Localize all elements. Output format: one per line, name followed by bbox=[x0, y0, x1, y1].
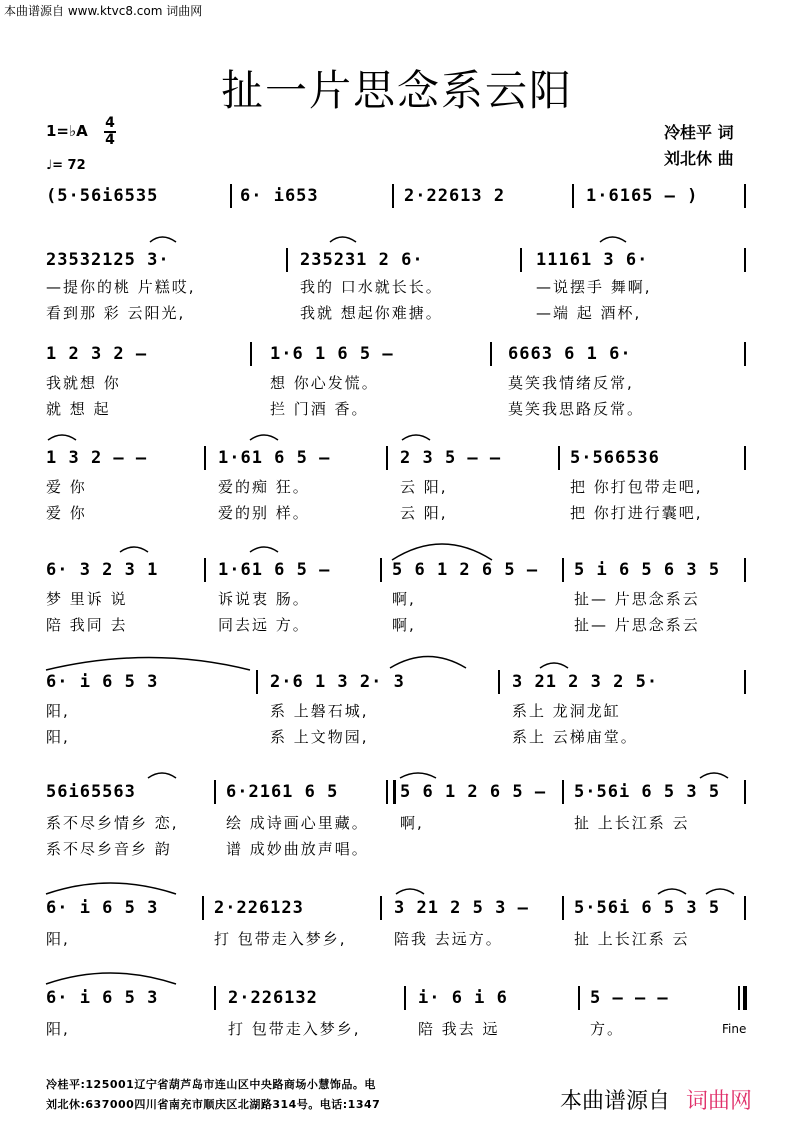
slur bbox=[48, 435, 76, 440]
music-segment: 2·22613 2 bbox=[404, 186, 506, 206]
lyric-line: 把 你打包带走吧, bbox=[570, 478, 703, 496]
lyric-line: 阳, bbox=[46, 728, 70, 746]
lyric-line: 打 包带走入梦乡, bbox=[214, 930, 347, 948]
slur bbox=[148, 773, 176, 778]
lyric-line: 莫笑我思路反常。 bbox=[508, 400, 645, 418]
slur bbox=[540, 663, 568, 668]
slur bbox=[250, 547, 278, 552]
brand-site: 词曲网 bbox=[686, 1089, 753, 1114]
lyric-line: 就 想 起 bbox=[46, 400, 111, 418]
music-segment: 5·56i 6 5 3 5 bbox=[574, 898, 721, 918]
lyric-line: 陪我 去远方。 bbox=[394, 930, 503, 948]
song-title: 扯一片思念系云阳 bbox=[220, 66, 573, 115]
lyric-line: 云 阳, bbox=[400, 478, 448, 496]
lyric-line: 阳, bbox=[46, 702, 70, 720]
lyric-line: 我就想 你 bbox=[46, 374, 121, 392]
footer-contact-lyricist: 冷桂平:125001辽宁省葫芦岛市连山区中央路商场小慧饰品。电 bbox=[46, 1078, 376, 1091]
music-segment: 5 i 6 5 6 3 5 bbox=[574, 560, 721, 580]
music-segment: 5 — — — bbox=[590, 988, 669, 1008]
music-segment: (5·56i6535 bbox=[46, 186, 159, 206]
lyric-line: 啊, bbox=[392, 590, 416, 608]
tempo-marking: ♩= 72 bbox=[46, 158, 86, 173]
slur bbox=[120, 547, 148, 552]
slur bbox=[400, 773, 436, 778]
music-segment: 6· 3 2 3 1 bbox=[46, 560, 159, 580]
music-segment: 5 6 1 2 6 5 — bbox=[392, 560, 539, 580]
lyric-line: 方。 bbox=[590, 1020, 625, 1038]
music-segment: 5 6 1 2 6 5 — bbox=[400, 782, 547, 802]
lyric-line: 阳, bbox=[46, 1020, 70, 1038]
lyricist-credit: 冷桂平 词 bbox=[664, 123, 734, 142]
slur bbox=[330, 237, 356, 242]
lyric-line: 打 包带走入梦乡, bbox=[228, 1020, 361, 1038]
lyric-line: 啊, bbox=[392, 616, 416, 634]
slur bbox=[402, 435, 430, 440]
music-segment: 5·56i 6 5 3 5 bbox=[574, 782, 721, 802]
lyric-line: 把 你打进行囊吧, bbox=[570, 504, 703, 522]
slur bbox=[46, 883, 176, 894]
music-segment: 2·226123 bbox=[214, 898, 304, 918]
slur bbox=[392, 544, 492, 560]
time-bottom: 4 bbox=[105, 132, 115, 148]
lyric-line: 莫笑我情绪反常, bbox=[508, 374, 634, 392]
lyric-line: 我就 想起你难搪。 bbox=[300, 304, 443, 322]
lyric-line: 绘 成诗画心里藏。 bbox=[226, 814, 369, 832]
lyric-line: 陪 我同 去 bbox=[46, 616, 128, 634]
music-segment: 23532125 3· bbox=[46, 250, 170, 270]
music-segment: 1 3 2 — — bbox=[46, 448, 148, 468]
music-segment: 2·226132 bbox=[228, 988, 318, 1008]
music-segment: 1·61 6 5 — bbox=[218, 560, 331, 580]
lyric-line: 我的 口水就长长。 bbox=[300, 278, 443, 296]
music-segment: 6· i 6 5 3 bbox=[46, 672, 159, 692]
slur bbox=[658, 889, 686, 894]
lyric-line: 阳, bbox=[46, 930, 70, 948]
slur bbox=[46, 973, 176, 984]
lyric-line: 扯 上长江系 云 bbox=[574, 814, 690, 832]
slur bbox=[706, 889, 734, 894]
lyric-line: 扯— 片思念系云 bbox=[574, 590, 700, 608]
fine-marking: Fine bbox=[722, 1022, 747, 1036]
slur bbox=[390, 657, 466, 669]
slur bbox=[250, 435, 278, 440]
lyric-line: 看到那 彩 云阳光, bbox=[46, 304, 186, 322]
slur bbox=[700, 773, 728, 778]
music-segment: 6· i 6 5 3 bbox=[46, 988, 159, 1008]
music-segment: 11161 3 6· bbox=[536, 250, 649, 270]
brand-source: 本曲谱源自 bbox=[560, 1089, 671, 1114]
music-segment: 1·6 1 6 5 — bbox=[270, 344, 394, 364]
lyric-line: 想 你心发慌。 bbox=[270, 374, 379, 392]
slur bbox=[396, 889, 424, 894]
lyric-line: 云 阳, bbox=[400, 504, 448, 522]
slur bbox=[46, 658, 250, 671]
music-segment: 6· i653 bbox=[240, 186, 319, 206]
music-segment: 6·2161 6 5 bbox=[226, 782, 339, 802]
lyric-line: 爱 你 bbox=[46, 478, 87, 496]
lyric-line: —提你的桃 片糕哎, bbox=[46, 278, 196, 296]
music-segment: 56i65563 bbox=[46, 782, 136, 802]
lyric-line: —端 起 酒杯, bbox=[536, 304, 642, 322]
music-segment: i· 6 i 6 bbox=[418, 988, 508, 1008]
time-top: 4 bbox=[105, 115, 115, 131]
lyric-line: 系不尽乡音乡 韵 bbox=[46, 840, 172, 858]
lyric-line: 啊, bbox=[400, 814, 424, 832]
music-segment: 3 21 2 3 2 5· bbox=[512, 672, 659, 692]
music-segment: 1·6165 — ) bbox=[586, 186, 699, 206]
lyric-line: 爱的别 样。 bbox=[218, 504, 310, 522]
music-segment: 5·566536 bbox=[570, 448, 660, 468]
lyric-line: 梦 里诉 说 bbox=[46, 590, 128, 608]
music-segment: 1 2 3 2 — bbox=[46, 344, 148, 364]
lyric-line: 同去远 方。 bbox=[218, 616, 310, 634]
lyric-line: 爱 你 bbox=[46, 504, 87, 522]
lyric-line: 系 上文物园, bbox=[270, 728, 369, 746]
music-segment: 2 3 5 — — bbox=[400, 448, 502, 468]
lyric-line: 拦 门酒 香。 bbox=[270, 400, 369, 418]
lyric-line: 扯— 片思念系云 bbox=[574, 616, 700, 634]
lyric-line: —说摆手 舞啊, bbox=[536, 278, 652, 296]
music-segment: 2·6 1 3 2· 3 bbox=[270, 672, 405, 692]
music-segment: 6663 6 1 6· bbox=[508, 344, 632, 364]
lyric-line: 系上 云梯庙堂。 bbox=[512, 728, 638, 746]
music-segment: 3 21 2 5 3 — bbox=[394, 898, 529, 918]
slur bbox=[600, 237, 626, 242]
lyric-line: 系上 龙洞龙缸 bbox=[512, 702, 621, 720]
footer-contact-composer: 刘北休:637000四川省南充市顺庆区北湖路314号。电话:1347 bbox=[46, 1098, 381, 1111]
lyric-line: 扯 上长江系 云 bbox=[574, 930, 690, 948]
key-signature: 1=♭A bbox=[46, 122, 88, 140]
lyric-line: 陪 我去 远 bbox=[418, 1020, 500, 1038]
lyric-line: 谱 成妙曲放声唱。 bbox=[226, 840, 369, 858]
music-segment: 235231 2 6· bbox=[300, 250, 424, 270]
lyric-line: 爱的痴 狂。 bbox=[218, 478, 310, 496]
composer-credit: 刘北休 曲 bbox=[664, 149, 734, 168]
site-header: 本曲谱源自 www.ktvc8.com 词曲网 bbox=[4, 4, 203, 18]
slur bbox=[150, 237, 176, 242]
music-segment: 1·61 6 5 — bbox=[218, 448, 331, 468]
lyric-line: 系不尽乡情乡 恋, bbox=[46, 814, 179, 832]
lyric-line: 系 上磐石城, bbox=[270, 702, 369, 720]
music-segment: 6· i 6 5 3 bbox=[46, 898, 159, 918]
lyric-line: 诉说衷 肠。 bbox=[218, 590, 310, 608]
